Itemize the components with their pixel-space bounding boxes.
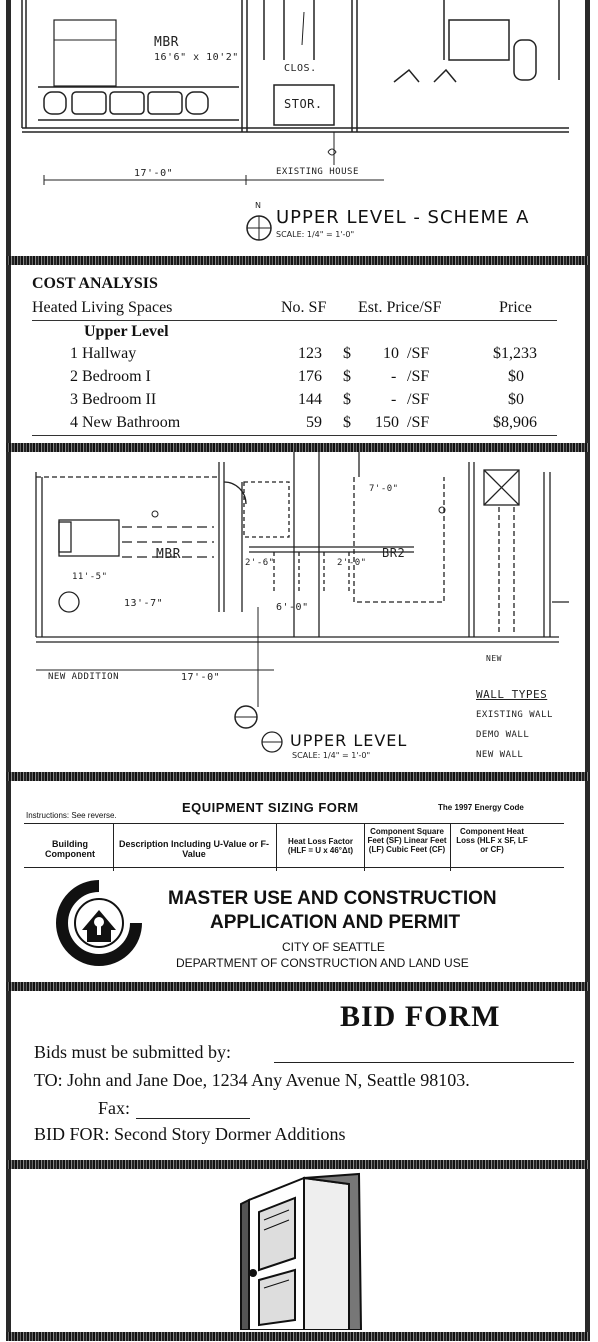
dimension-label: 13'-7": [124, 598, 164, 609]
cost-table-header: [14, 299, 582, 321]
section-label: Upper Level: [84, 323, 169, 340]
door-illustration-panel: [14, 1170, 582, 1330]
table-row: [14, 345, 582, 367]
fax-label: Fax:: [98, 1098, 131, 1118]
row-sf: 123: [298, 345, 322, 362]
row-unit: /SF: [407, 391, 430, 408]
department-name: DEPARTMENT OF CONSTRUCTION AND LAND USE: [176, 956, 469, 970]
separator-band: [6, 982, 590, 991]
row-currency: $: [343, 391, 351, 408]
legend-item: DEMO WALL: [476, 730, 530, 740]
row-currency: $: [343, 368, 351, 385]
row-sf: 176: [298, 368, 322, 385]
row-price: $0: [508, 368, 524, 385]
separator-band: [6, 1332, 590, 1341]
existing-house-label: EXISTING HOUSE: [276, 167, 359, 177]
row-unit: /SF: [407, 368, 430, 385]
table-row: [14, 414, 582, 436]
table-row: [14, 391, 582, 413]
city-name: CITY OF SEATTLE: [282, 940, 385, 954]
column-header: Component Heat Loss (HLF x SF, LF or CF): [456, 827, 528, 854]
row-rate: 150: [375, 414, 399, 431]
room-label-br2: BR2: [382, 546, 406, 560]
row-unit: /SF: [407, 345, 430, 362]
column-header: Component Square Feet (SF) Linear Feet (LF) Cubic Feet (CF): [367, 827, 447, 854]
instructions-text: Instructions: See reverse.: [26, 811, 117, 820]
row-currency: $: [343, 345, 351, 362]
new-label: NEW: [486, 654, 502, 663]
plan-scale: SCALE: 1/4" = 1'-0": [292, 751, 371, 760]
room-label-stor: STOR.: [284, 97, 323, 111]
bid-form-title: BID FORM: [340, 1000, 501, 1033]
bid-form-section: [14, 992, 582, 1160]
plan-title: UPPER LEVEL - SCHEME A: [276, 207, 530, 228]
closet-label: CLOS.: [284, 63, 317, 74]
dimension-label: 2'-6": [245, 558, 275, 568]
upper-level-scheme-a-plan: [14, 0, 582, 258]
row-currency: $: [343, 414, 351, 431]
fax-line: [136, 1118, 250, 1119]
separator-band: [6, 772, 590, 781]
dimension-label: 11'-5": [72, 572, 108, 582]
header-rule: [32, 320, 557, 321]
row-rate: -: [391, 368, 397, 385]
cost-analysis-section: [14, 265, 582, 443]
permit-header: [14, 872, 582, 980]
energy-code-label: The 1997 Energy Code: [438, 803, 524, 812]
city-seal-icon: [54, 878, 144, 968]
dimension-label: 6'-0": [276, 602, 309, 613]
row-sf: 144: [298, 391, 322, 408]
room-label-mbr: MBR: [154, 35, 179, 50]
wall-types-legend-title: WALL TYPES: [476, 688, 548, 701]
column-header: Description Including U-Value or F-Value: [119, 839, 270, 859]
permit-title-line1: MASTER USE AND CONSTRUCTION: [168, 888, 497, 909]
north-label: N: [255, 201, 261, 210]
legend-item: NEW WALL: [476, 750, 524, 760]
separator-band: [6, 443, 590, 452]
new-addition-label: NEW ADDITION: [48, 672, 120, 682]
row-rate: -: [391, 391, 397, 408]
upper-level-plan: [14, 452, 582, 770]
room-size-mbr: 16'6" x 10'2": [154, 52, 239, 63]
row-price: $0: [508, 391, 524, 408]
form-rule: [24, 823, 564, 824]
column-divider: [450, 823, 451, 871]
column-header: Heat Loss Factor (HLF = U x 46°Δt): [287, 837, 354, 855]
form-title: EQUIPMENT SIZING FORM: [182, 800, 359, 815]
dimension-label: 2'-0": [337, 558, 367, 568]
row-label: 1 Hallway: [70, 345, 137, 362]
dimension-label: 17'-0": [181, 672, 221, 683]
separator-band: [6, 1160, 590, 1169]
row-unit: /SF: [407, 414, 430, 431]
column-divider: [364, 823, 365, 871]
open-door-icon: [209, 1170, 389, 1330]
row-label: 3 Bedroom II: [70, 391, 157, 408]
plan-scale: SCALE: 1/4" = 1'-0": [276, 230, 355, 239]
legend-item: EXISTING WALL: [476, 710, 553, 720]
footer-rule: [32, 435, 557, 436]
dimension-label: 7'-0": [369, 484, 399, 494]
to-address: TO: John and Jane Doe, 1234 Any Avenue N, Seattle 98103.: [34, 1070, 470, 1090]
row-rate: 10: [383, 345, 399, 362]
submitted-by-line: [274, 1062, 574, 1063]
row-sf: 59: [306, 414, 322, 431]
column-header: Building Component: [45, 839, 95, 859]
row-price: $1,233: [493, 345, 537, 362]
row-price: $8,906: [493, 414, 537, 431]
table-row: [14, 368, 582, 390]
column-header: Price: [499, 299, 532, 316]
row-label: 2 Bedroom I: [70, 368, 151, 385]
permit-title-line2: APPLICATION AND PERMIT: [210, 912, 461, 933]
equipment-sizing-form: [14, 781, 582, 871]
column-header: No. SF: [281, 299, 327, 316]
form-rule: [24, 867, 564, 868]
submitted-by-label: Bids must be submitted by:: [34, 1042, 232, 1062]
room-label-mbr: MBR: [156, 547, 181, 562]
column-divider: [113, 823, 114, 871]
column-header: Heated Living Spaces: [32, 299, 173, 316]
separator-band: [6, 256, 590, 265]
plan-title: UPPER LEVEL: [290, 731, 408, 750]
row-label: 4 New Bathroom: [70, 414, 181, 431]
cost-analysis-title: COST ANALYSIS: [32, 275, 158, 292]
column-divider: [276, 823, 277, 871]
bid-for-text: BID FOR: Second Story Dormer Additions: [34, 1124, 346, 1144]
dimension-label: 17'-0": [134, 168, 174, 179]
column-header: Est. Price/SF: [358, 299, 442, 316]
